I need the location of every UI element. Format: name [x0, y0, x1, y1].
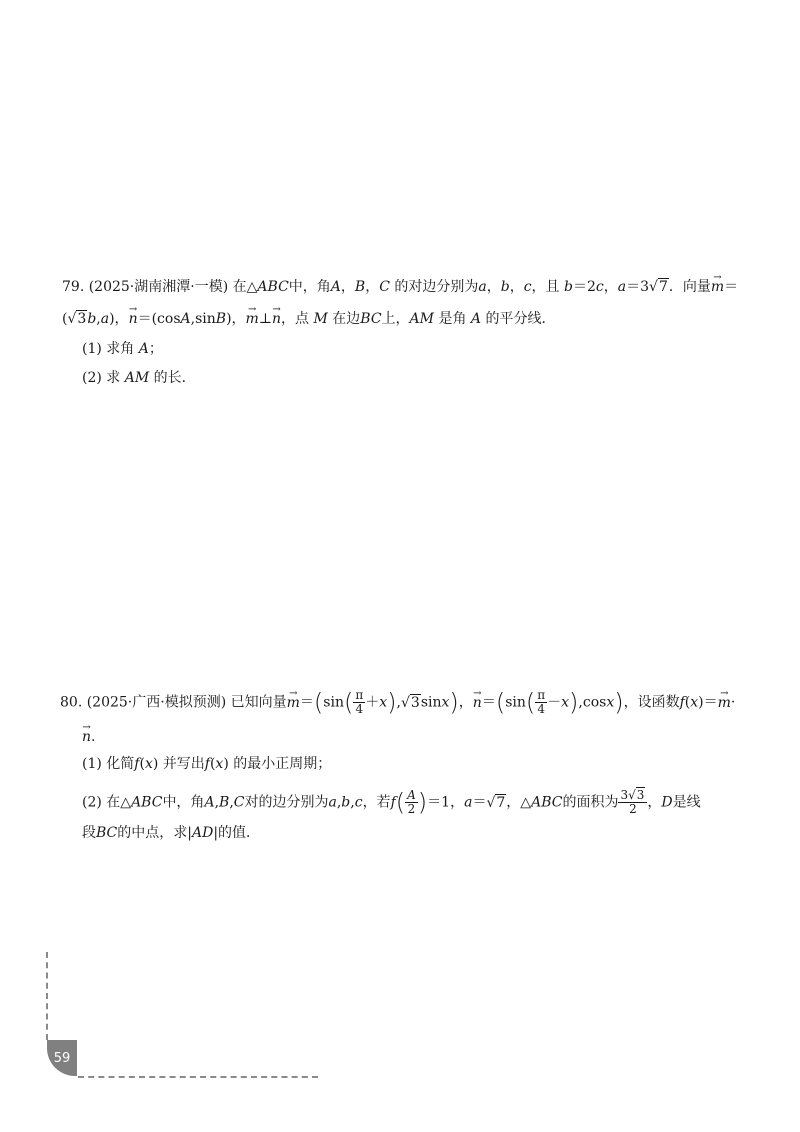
problem-number: 80. [60, 694, 83, 711]
problem-80-part-2-line-1: (2) 在△ABC中，角A,B,C对的边分别为a,b,c，若f( $\frac{A}{2}$ )＝1，a＝√7，△ABC的面积为 $\frac{3√3}{2}$ ，D是线 [82, 788, 701, 817]
page-number: 59 [47, 1040, 77, 1076]
problem-80-line-1: 80. (2025·广西·模拟预测) 已知向量→ m＝(sin( $\frac{\pi}{4}$ ＋x),√3sinx)，→ n＝(sin( $\frac{\pi}{4}$ －x),cosx)，设函数f(x)＝→ m· [60, 689, 735, 716]
page-margin-dashed-line-vertical [46, 952, 48, 1040]
problem-79-line-2: (√3b,a)，→ n＝(cosA,sinB)，→ m⊥→ n，点 M 在边BC上，AM 是角 A 的平分线． [62, 309, 555, 329]
problem-79-line-1: 79. (2025·湖南湘潭·一模) 在△ABC中，角A，B，C 的对边分别为a，b，c，且 b＝2c，a＝3√7．向量→ m＝ [62, 277, 738, 297]
problem-source: (2025·广西·模拟预测) [86, 694, 227, 711]
problem-79-part-1: (1) 求角 A； [82, 341, 163, 357]
problem-80-line-2: → n. [82, 727, 95, 747]
page-margin-dashed-line-horizontal [78, 1076, 318, 1078]
problem-79-part-2: (2) 求 AM 的长． [82, 370, 196, 386]
problem-80-part-2-line-2: 段BC的中点，求|AD|的值． [82, 825, 261, 841]
problem-80-part-1: (1) 化简f(x) 并写出f(x) 的最小正周期； [82, 756, 332, 772]
problem-number: 79. [62, 279, 85, 295]
problem-source: (2025·湖南湘潭·一模) [88, 279, 229, 295]
